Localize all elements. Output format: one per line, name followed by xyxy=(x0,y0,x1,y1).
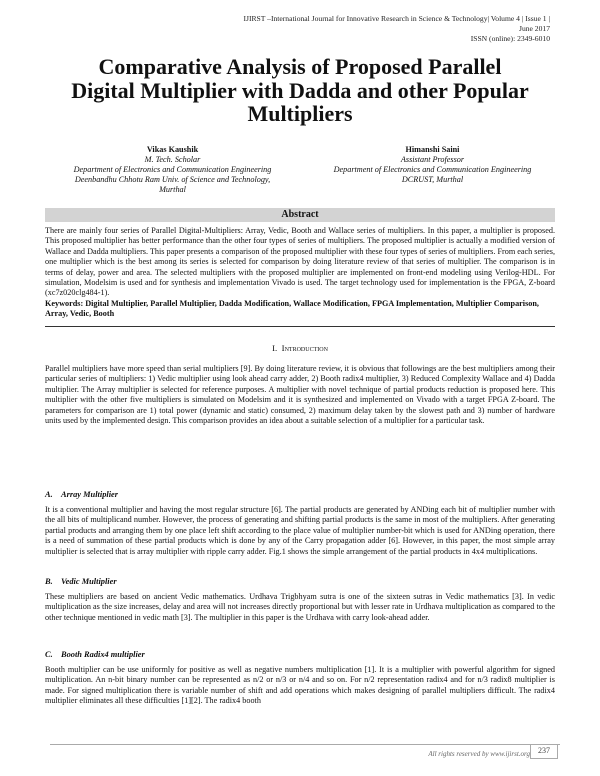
author-block-2 xyxy=(300,145,565,185)
abstract-divider xyxy=(45,326,555,327)
author-role: M. Tech. Scholar xyxy=(144,155,201,164)
author-name: Himanshi Saini xyxy=(405,145,460,154)
abstract-heading: Abstract xyxy=(45,208,555,222)
journal-line: IJIRST –International Journal for Innovative Research in Science & Technology| Volume 4 | Issue 1 | June 2017 xyxy=(243,14,550,33)
section-heading-introduction xyxy=(45,343,555,354)
subsection-label: B. xyxy=(45,577,53,586)
subsection-title: Array Multiplier xyxy=(61,490,119,499)
subsection-heading-booth xyxy=(45,649,555,660)
booth-multiplier-paragraph: Booth multiplier can be use uniformly for positive as well as negative numbers multiplication [1]. It is a multiplier with powerful algorithm for signed multiplication. An n-bit binary number can be represented as n/2 or n/3 or n/4 and so on. For n/2 representation radix4 and for n/3 radix8 multiplier is made. For signed multiplication there is variable number of shift and add operations which makes designing of parallel multipliers difficult. The radix4 multiplier eliminates all these difficulties [1][2]. The radix4 booth xyxy=(45,665,555,706)
introduction-paragraph: Parallel multipliers have more speed than serial multipliers [9]. By doing literature review, it is obvious that followings are the best multipliers among their particular series of multipliers: 1) Vedic multiplier using look ahead carry adder, 2) Booth radix4 multiplier, 3) Reduced Complexity Wallace and 4) Dadda multiplier. The Array multiplier is selected for reference purposes. A multiplier with novel technique of partial products reduction is proposed here. This multiplier with the other five multipliers is simulated on Modelsim and it is synthesized and implemented on Vivado with a target FPGA Z-board. The parameters for comparison are 1) total power (dynamic and static) consumed, 2) maximum delay taken by the slowest path and 3) number of hardware units used by the implemented design. This comparison provides an idea about a suitable selection of a multiplier for a particular task. xyxy=(45,364,555,426)
section-title: Introduction xyxy=(281,343,328,353)
subsection-title: Vedic Multiplier xyxy=(61,577,117,586)
title-line-2: Digital Multiplier with Dadda and other Popular xyxy=(71,77,529,103)
footer-divider xyxy=(50,744,560,745)
keywords: Keywords: Digital Multiplier, Parallel Multiplier, Dadda Modification, Wallace Modification, FPGA Implementation, Multiplier Comparison, Array, Vedic, Booth xyxy=(45,299,539,319)
abstract-text: There are mainly four series of Parallel Digital-Multipliers: Array, Vedic, Booth and Wallace series of multipliers. In this paper, a multiplier is proposed. This proposed multiplier has better performance than the other four types of series of multipliers. The proposed multiplier is actually a modified version of Wallace and Dadda multipliers. This paper presents a comparison of the proposed multiplier with these four types of series of multipliers. From each series, one multiplier which is the best among its series is selected for comparison by doing literature review of that series of multiplier. The comparison is in terms of delay, power and area. The selected multipliers with the proposed multiplier are implemented on front-end modeling using Verilog-HDL. For simulation, Modelsim is used and for synthesis and implementation Vivado is used. The target technology used for implementation is the FPGA, Z-board (xc7z020clg484-1). xyxy=(45,226,555,298)
author-role: Assistant Professor xyxy=(400,155,465,164)
author-department: Department of Electronics and Communication Engineering xyxy=(73,165,272,174)
author-place: Murthal xyxy=(159,185,186,194)
vedic-multiplier-paragraph: These multipliers are based on ancient Vedic mathematics. Urdhava Trigbhyam sutra is one of the sixteen sutras in Vedic mathematics [3]. In vedic multiplication as the size increases, delay and area will not increases directly proportional but with lesser rate in Urdhava multiplication as compared to the other technique mentioned in vedic math [3]. The multiplier in this paper is the Urdhava with carry look-ahead adder. xyxy=(45,592,555,622)
title-line-3: Multipliers xyxy=(247,101,353,126)
journal-header xyxy=(230,14,550,44)
page-number: 237 xyxy=(530,744,558,759)
subsection-title: Booth Radix4 multiplier xyxy=(61,650,145,659)
section-numeral: I. xyxy=(272,343,278,353)
author-institution: DCRUST, Murthal xyxy=(401,175,464,184)
author-block-1 xyxy=(40,145,305,195)
array-multiplier-paragraph: It is a conventional multiplier and having the most regular structure [6]. The partial products are generated by ANDing each bit of multiplier number with the all bits of multiplicand number. However, the process of generating and shifting partial products is the same in most of the multipliers. After generating partial products and arranging them by one place left shift according to the place value of multiplier number-bit which is used for ANDing operation, there is a need of summation of these partial products which is done by any of the Carry propagation adder [6]. However, in this paper, the most simple array multiplier is selected that is array multiplier with ripple carry adder. Fig.1 shows the simple arrangement of the partial products in 4x4 multiplications. xyxy=(45,505,555,556)
subsection-label: A. xyxy=(45,490,53,499)
author-institution: Deenbandhu Chhotu Ram Univ. of Science and Technology, xyxy=(74,175,271,184)
author-department: Department of Electronics and Communication Engineering xyxy=(333,165,532,174)
subsection-label: C. xyxy=(45,650,53,659)
author-name: Vikas Kaushik xyxy=(146,145,199,154)
subsection-heading-vedic xyxy=(45,576,555,587)
subsection-heading-array xyxy=(45,489,555,500)
footer-rights: All rights reserved by www.ijirst.org xyxy=(428,750,530,758)
title-line-1: Comparative Analysis of Proposed Parallel xyxy=(98,54,502,79)
issn-line: ISSN (online): 2349-6010 xyxy=(470,34,550,43)
paper-title xyxy=(40,55,560,126)
